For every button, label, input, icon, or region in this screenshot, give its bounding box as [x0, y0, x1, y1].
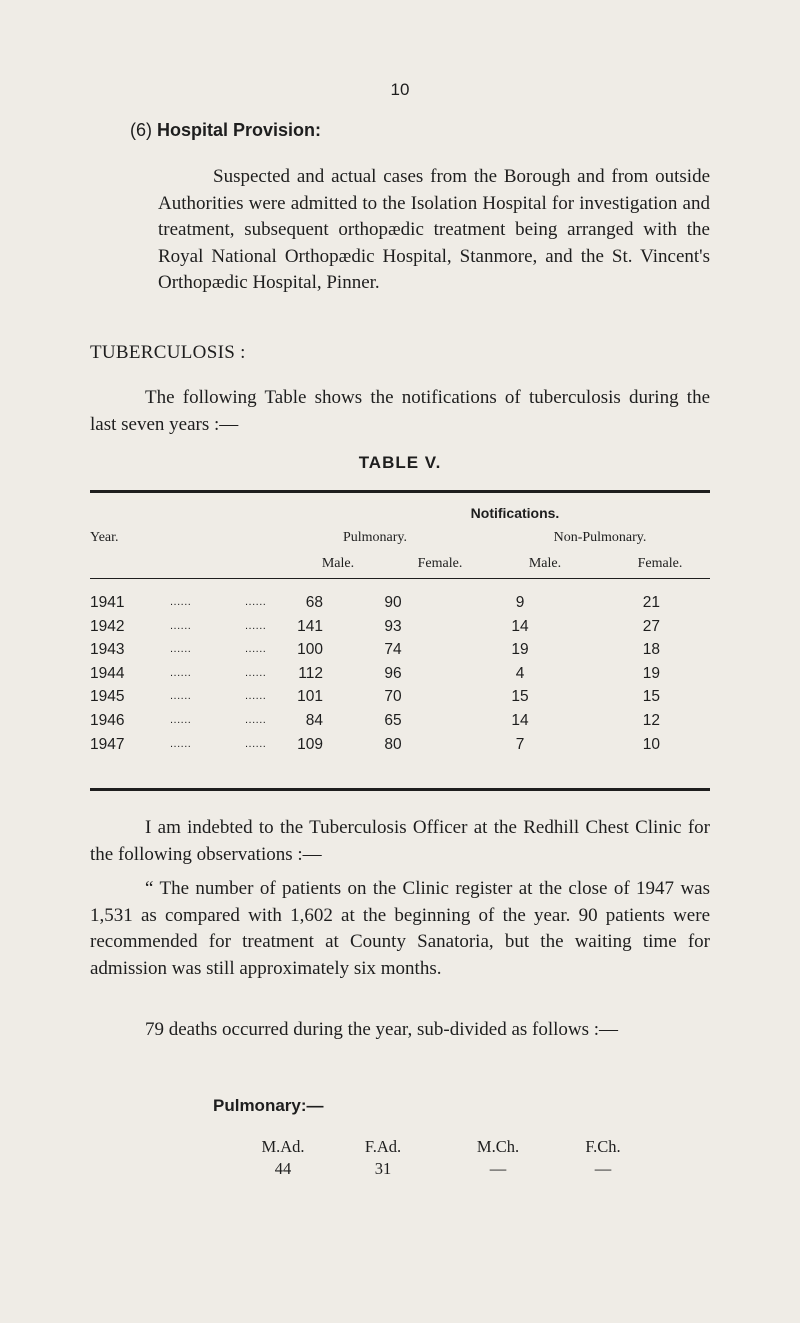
leader-dots: ...... — [245, 643, 267, 656]
table-rule-top — [90, 490, 710, 493]
leader-dots: ...... — [245, 596, 267, 608]
cell-non-pulmonary-male: 15 — [511, 688, 529, 706]
table-body — [90, 590, 710, 755]
header-non-pulmonary-male: Male. — [528, 556, 562, 571]
cell-pulmonary-male: 84 — [305, 711, 323, 729]
leader-dots: ...... — [170, 666, 192, 679]
deaths-paragraph: 79 deaths occurred during the year, sub-divided as follows :— — [145, 1019, 619, 1040]
cell-pulmonary-female: 74 — [384, 641, 402, 659]
cell-pulmonary-female: 70 — [384, 688, 402, 706]
pulmonary-deaths-heading: Pulmonary:— — [213, 1096, 324, 1115]
table-row — [90, 684, 710, 708]
leader-dots: ...... — [245, 619, 267, 632]
cell-pulmonary-male: 101 — [297, 688, 323, 706]
cell-year: 1943 — [90, 641, 125, 659]
cell-pulmonary-female: 96 — [384, 664, 402, 682]
header-pulmonary: Pulmonary. — [342, 530, 408, 545]
cell-pulmonary-male: 68 — [305, 594, 323, 611]
cell-non-pulmonary-female: 12 — [642, 711, 660, 729]
cell-pulmonary-male: 141 — [297, 617, 323, 635]
cell-year: 1941 — [90, 594, 125, 611]
deaths-header-m-ch: M.Ch. — [476, 1137, 520, 1156]
table-row — [90, 614, 710, 638]
cell-year: 1945 — [90, 688, 125, 706]
section-title: Hospital Provision: — [157, 120, 322, 140]
deaths-header-f-ch: F.Ch. — [585, 1137, 621, 1156]
table-row — [90, 590, 710, 614]
section-number: (6) — [130, 120, 152, 140]
cell-non-pulmonary-female: 27 — [642, 617, 660, 635]
cell-pulmonary-female: 80 — [384, 735, 402, 753]
header-pulmonary-male: Male. — [321, 556, 355, 571]
header-year: Year. — [90, 530, 119, 545]
cell-non-pulmonary-male: 7 — [515, 735, 525, 753]
cell-pulmonary-female: 90 — [384, 594, 402, 611]
cell-non-pulmonary-male: 19 — [511, 641, 529, 659]
cell-non-pulmonary-male: 4 — [515, 664, 525, 682]
leader-dots: ...... — [170, 596, 192, 608]
table-row — [90, 661, 710, 685]
cell-pulmonary-male: 112 — [298, 664, 323, 682]
cell-non-pulmonary-male: 14 — [511, 711, 529, 729]
cell-year: 1942 — [90, 617, 125, 635]
leader-dots: ...... — [170, 713, 192, 726]
table-intro-paragraph: The following Table shows the notifications of tuberculosis during the last seven years :— — [90, 387, 710, 435]
cell-non-pulmonary-female: 10 — [642, 735, 660, 753]
cell-year: 1944 — [90, 664, 125, 682]
leader-dots: ...... — [170, 619, 192, 632]
cell-year: 1947 — [90, 735, 125, 753]
cell-pulmonary-male: 100 — [297, 641, 323, 659]
leader-dots: ...... — [245, 666, 267, 679]
cell-non-pulmonary-female: 18 — [642, 641, 660, 659]
deaths-value-m-ch: — — [489, 1159, 507, 1178]
table-rule-bottom — [90, 788, 710, 791]
leader-dots: ...... — [170, 643, 192, 656]
indebted-paragraph: I am indebted to the Tuberculosis Officer at the Redhill Chest Clinic for the following observations :— — [90, 817, 710, 865]
tuberculosis-heading: TUBERCULOSIS : — [90, 342, 246, 363]
header-non-pulmonary: Non-Pulmonary. — [553, 530, 647, 545]
table-row — [90, 637, 710, 661]
leader-dots: ...... — [170, 690, 192, 703]
cell-non-pulmonary-female: 15 — [642, 688, 660, 706]
cell-non-pulmonary-male: 9 — [515, 594, 525, 611]
cell-pulmonary-female: 93 — [384, 617, 402, 635]
header-non-pulmonary-female: Female. — [637, 556, 683, 571]
header-notifications: Notifications. — [470, 505, 560, 521]
table-title: TABLE V. — [358, 453, 442, 472]
cell-non-pulmonary-female: 21 — [642, 594, 660, 611]
leader-dots: ...... — [245, 737, 267, 750]
deaths-value-f-ch: — — [594, 1159, 612, 1178]
section-heading-hospital — [130, 120, 321, 141]
header-pulmonary-female: Female. — [417, 556, 463, 571]
deaths-value-m-ad: 44 — [274, 1159, 292, 1178]
cell-non-pulmonary-female: 19 — [642, 664, 660, 682]
cell-pulmonary-female: 65 — [384, 711, 402, 729]
cell-non-pulmonary-male: 14 — [511, 617, 529, 635]
cell-pulmonary-male: 109 — [297, 735, 323, 753]
leader-dots: ...... — [245, 690, 267, 703]
deaths-header-f-ad: F.Ad. — [364, 1137, 402, 1156]
cell-year: 1946 — [90, 711, 125, 729]
leader-dots: ...... — [245, 713, 267, 726]
table-row — [90, 732, 710, 756]
deaths-header-m-ad: M.Ad. — [261, 1137, 305, 1156]
leader-dots: ...... — [170, 737, 192, 750]
table-rule-mid — [90, 578, 710, 579]
clinic-quote-paragraph: “ The number of patients on the Clinic register at the close of 1947 was 1,531 as compared with 1,602 at the beginning of the year. 90 patients were recommended for treatment at County Sanatoria, but the waiting time for admission was still approximately six months. — [90, 878, 710, 979]
page-number: 10 — [390, 80, 410, 99]
table-row — [90, 708, 710, 732]
hospital-paragraph: Suspected and actual cases from the Borough and from outside Authorities were admitted to the Isolation Hospital for investigation and treatment, subsequent orthopædic treatment being arranged with the Royal National Orthopædic Hospital, Stanmore, and the St. Vincent's Orthopædic Hospital, Pinner. — [158, 166, 710, 293]
deaths-value-f-ad: 31 — [374, 1159, 392, 1178]
